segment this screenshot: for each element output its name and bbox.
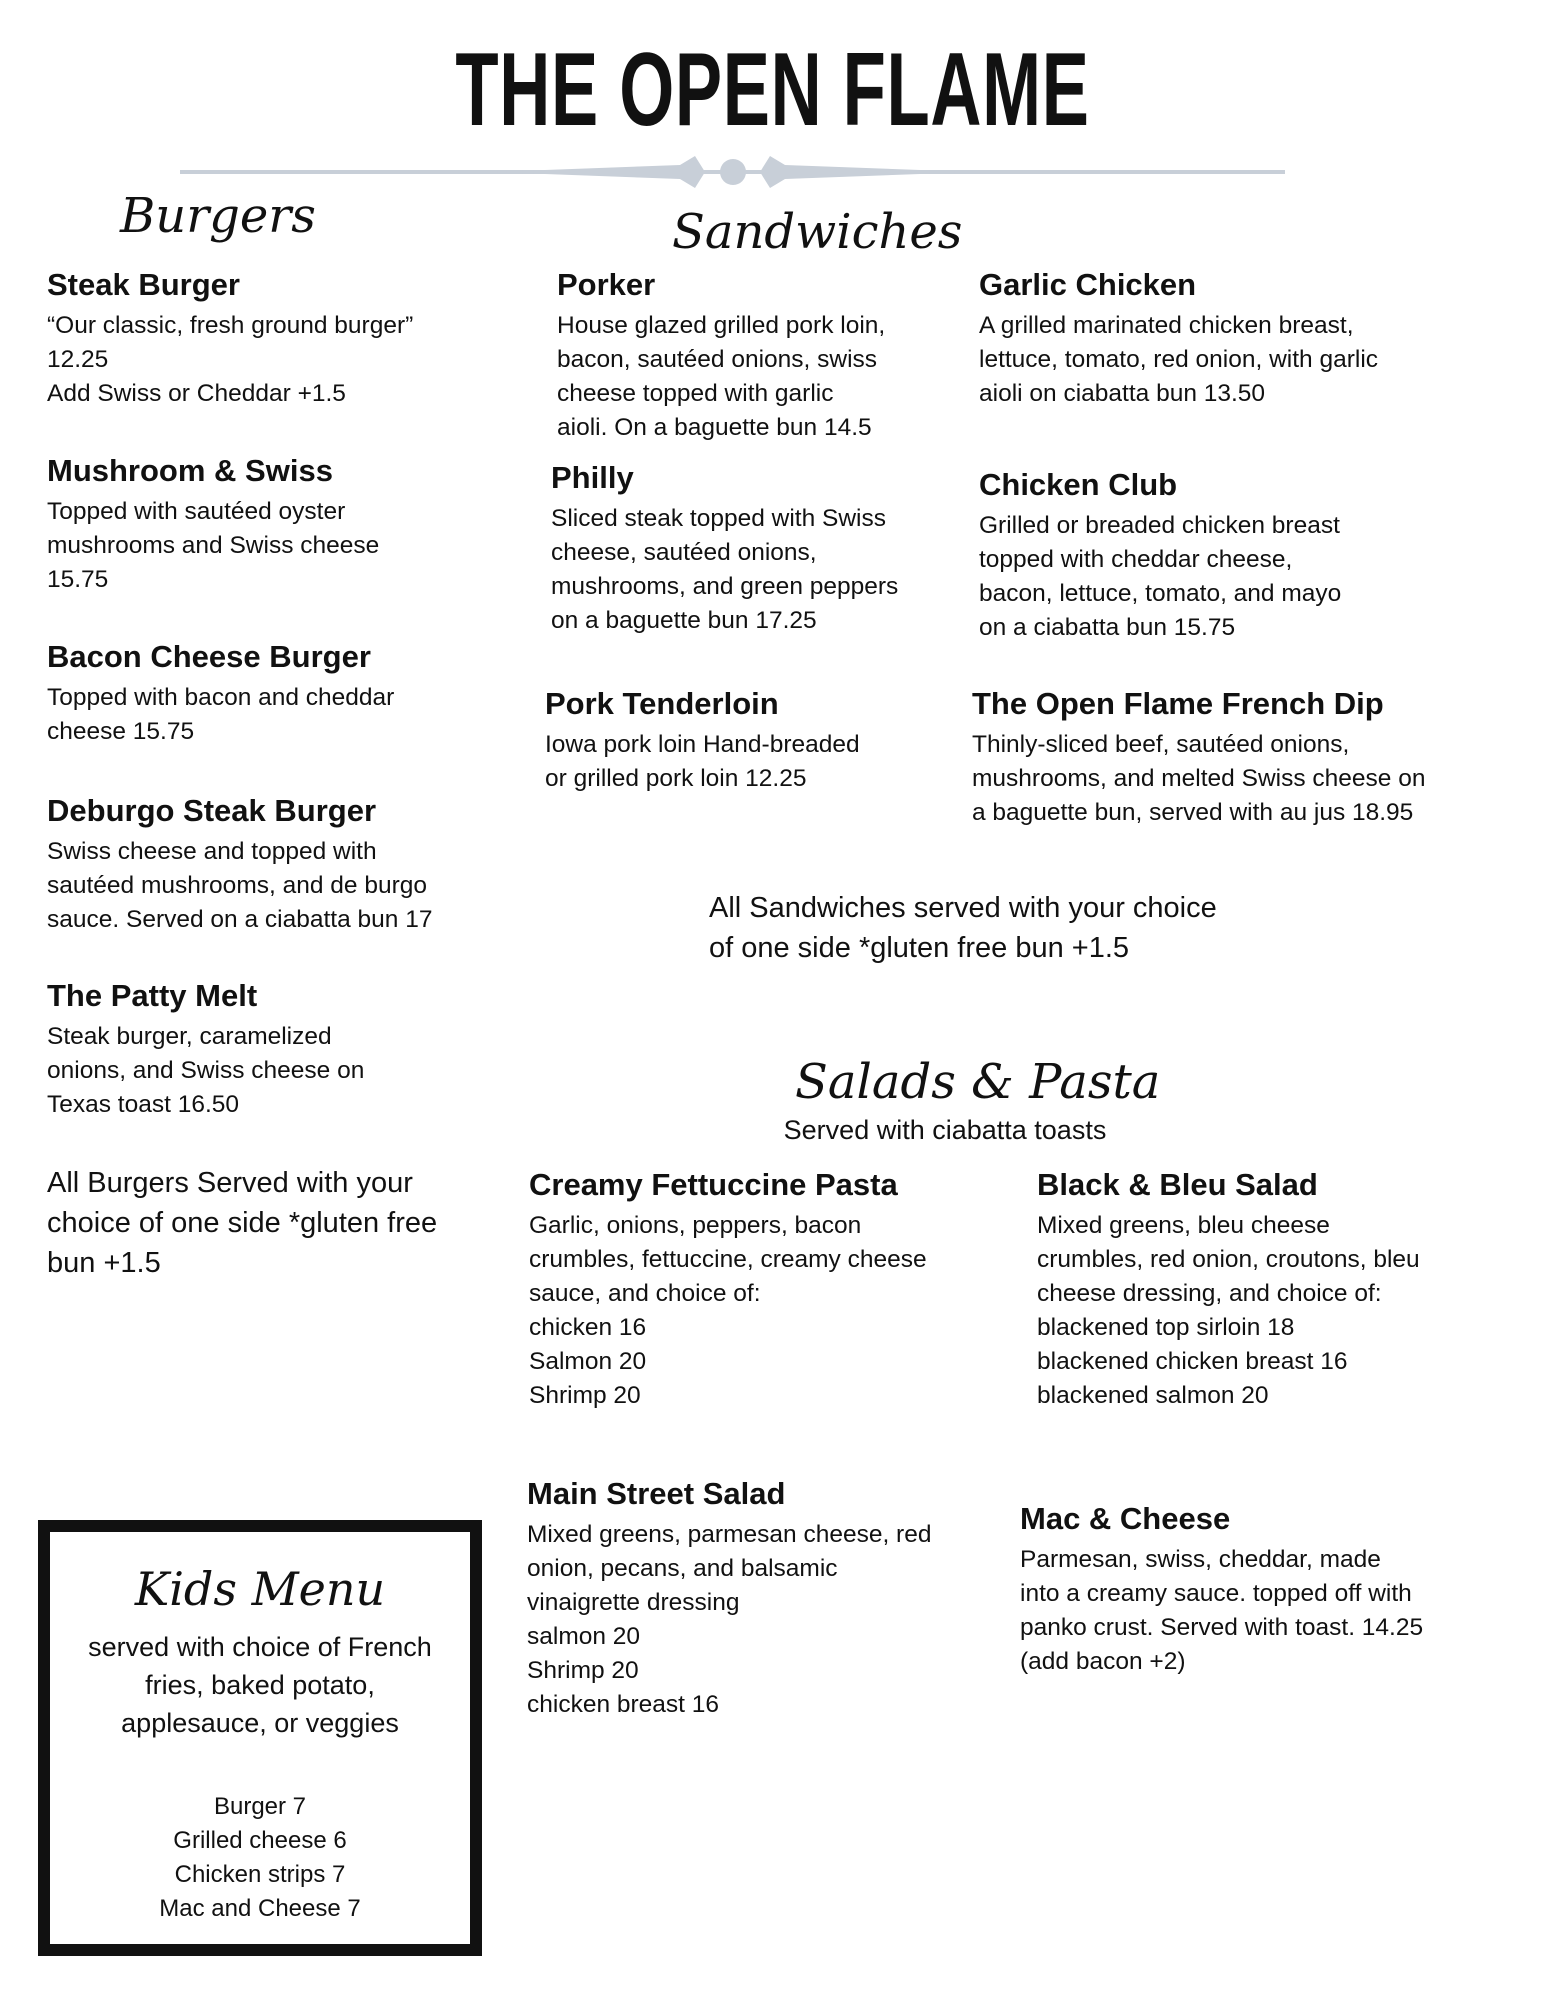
item-name: Deburgo Steak Burger	[47, 793, 377, 828]
burgers-note: All Burgers Served with your choice of one side *gluten free bun +1.5	[47, 1167, 438, 1279]
item-name: Steak Burger	[47, 267, 240, 302]
menu-item	[557, 266, 957, 445]
item-name: Creamy Fettuccine Pasta	[529, 1167, 898, 1202]
item-name: Porker	[557, 267, 656, 302]
menu-item	[47, 266, 487, 411]
menu-item	[551, 459, 961, 638]
item-name: Garlic Chicken	[979, 267, 1197, 302]
kids-heading: Kids Menu	[134, 1562, 386, 1616]
burgers-heading: Burgers	[120, 188, 316, 244]
menu-item	[979, 266, 1449, 411]
item-name: Pork Tenderloin	[545, 686, 779, 721]
item-description: “Our classic, fresh ground burger” 12.25 Add Swiss or Cheddar +1.5	[47, 312, 414, 408]
item-description: Grilled or breaded chicken breast topped with cheddar cheese, bacon, lettuce, tomato, and mayo on a ciabatta bun 15.75	[979, 512, 1342, 642]
salads-subheading: Served with ciabatta toasts	[783, 1115, 1107, 1145]
kids-note: served with choice of French fries, baked potato, applesauce, or veggies	[88, 1632, 432, 1738]
item-name: Philly	[551, 460, 634, 495]
item-name: Bacon Cheese Burger	[47, 639, 371, 674]
item-description: A grilled marinated chicken breast, lettuce, tomato, red onion, with garlic aioli on ciabatta bun 13.50	[979, 312, 1379, 408]
item-description: Steak burger, caramelized onions, and Swiss cheese on Texas toast 16.50	[47, 1023, 365, 1119]
menu-item	[527, 1475, 997, 1722]
item-name: The Patty Melt	[47, 978, 258, 1013]
item-name: Chicken Club	[979, 467, 1178, 502]
item-name: Mushroom & Swiss	[47, 453, 333, 488]
menu-item	[47, 452, 487, 597]
kids-item: Burger 7	[213, 1793, 307, 1820]
item-description: Garlic, onions, peppers, bacon crumbles, fettuccine, creamy cheese sauce, and choice of: chicken 16 Salmon 20 Shrimp 20	[529, 1212, 927, 1410]
item-name: Main Street Salad	[527, 1476, 786, 1511]
item-description: Mixed greens, parmesan cheese, red onion, pecans, and balsamic vinaigrette dressing salmon 20 Shrimp 20 chicken breast 16	[527, 1521, 932, 1719]
item-description: Thinly-sliced beef, sautéed onions, mushrooms, and melted Swiss cheese on a baguette bun, served with au jus 18.95	[972, 731, 1426, 827]
item-name: The Open Flame French Dip	[972, 686, 1384, 721]
menu-item	[47, 638, 487, 749]
menu-item	[1020, 1500, 1500, 1679]
item-description: Topped with bacon and cheddar cheese 15.75	[47, 684, 395, 746]
item-description: Mixed greens, bleu cheese crumbles, red onion, croutons, bleu cheese dressing, and choice of: blackened top sirloin 18 blackened chicken breast 16 blackened salmon 20	[1037, 1212, 1420, 1410]
kids-item: Chicken strips 7	[174, 1861, 346, 1888]
item-description: Topped with sautéed oyster mushrooms and Swiss cheese 15.75	[47, 498, 380, 594]
kids-item: Grilled cheese 6	[173, 1827, 347, 1854]
restaurant-title: THE OPEN FLAME	[455, 32, 1090, 148]
item-description: Iowa pork loin Hand-breaded or grilled pork loin 12.25	[545, 731, 860, 793]
menu-item	[979, 466, 1419, 645]
menu-item	[1037, 1166, 1497, 1413]
kids-items	[50, 1790, 470, 1926]
menu-item	[47, 792, 497, 937]
kids-item: Mac and Cheese 7	[159, 1895, 361, 1922]
item-description: Parmesan, swiss, cheddar, made into a creamy sauce. topped off with panko crust. Served with toast. 14.25 (add bacon +2)	[1020, 1546, 1424, 1676]
menu-item	[545, 685, 945, 796]
kids-menu-box	[38, 1520, 482, 1956]
menu-item	[529, 1166, 989, 1413]
item-description: House glazed grilled pork loin, bacon, sautéed onions, swiss cheese topped with garlic aioli. On a baguette bun 14.5	[557, 312, 886, 442]
item-name: Mac & Cheese	[1020, 1501, 1231, 1536]
menu-item	[972, 685, 1492, 830]
menu-item	[47, 977, 487, 1122]
salads-heading: Salads & Pasta	[795, 1054, 1161, 1110]
sandwiches-note: All Sandwiches served with your choice of one side *gluten free bun +1.5	[709, 892, 1217, 964]
decorative-divider	[180, 152, 1285, 192]
item-name: Black & Bleu Salad	[1037, 1167, 1318, 1202]
item-description: Sliced steak topped with Swiss cheese, sautéed onions, mushrooms, and green peppers on a baguette bun 17.25	[551, 505, 899, 635]
item-description: Swiss cheese and topped with sautéed mushrooms, and de burgo sauce. Served on a ciabatta bun 17	[47, 838, 433, 934]
sandwiches-heading: Sandwiches	[672, 204, 963, 260]
